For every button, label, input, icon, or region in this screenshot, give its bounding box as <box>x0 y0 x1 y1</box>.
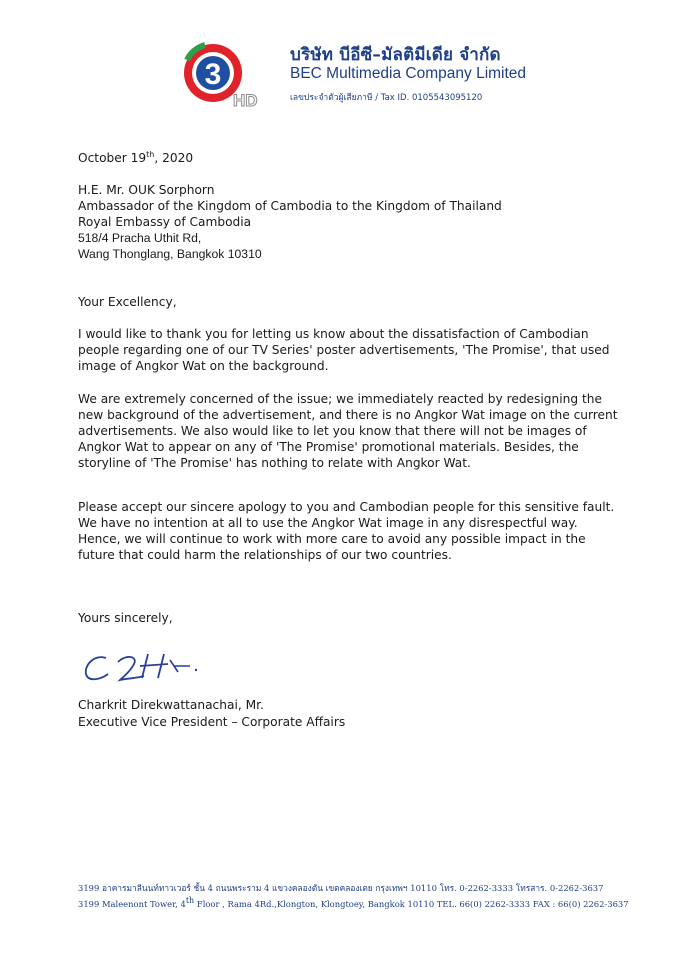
footer-address-english: 3199 Maleenont Tower, 4th Floor , Rama 4Rd.,Klongton, Klongtoey, Bangkok 10110 TEL. 66(0) 2262-3333 FAX : 66(0) 2262-3637 <box>78 896 629 909</box>
letter-paragraph: Please accept our sincere apology to you and Cambodian people for this sensitive fault. We have no intention at all to use the Angkor Wat image in any disrespectful way. Hence, we will continue to work with more care to avoid any possible impact in the future that could harm the relationships of our two countries. <box>78 500 615 562</box>
company-name-thai: บริษัท บีอีซี–มัลติมีเดีย จำกัด <box>290 45 501 65</box>
recipient-line: Ambassador of the Kingdom of Cambodia to the Kingdom of Thailand <box>78 199 502 213</box>
signatory-name: Charkrit Direkwattanachai, Mr. <box>78 698 264 712</box>
salutation: Your Excellency, <box>78 295 177 309</box>
logo-hd: HD <box>233 91 258 110</box>
recipient-line: H.E. Mr. OUK Sorphorn <box>78 183 215 197</box>
tax-id: เลขประจำตัวผู้เสียภาษี / Tax ID. 0105543095120 <box>290 93 483 103</box>
letter-paragraph: We are extremely concerned of the issue; we immediately reacted by redesigning the new background of the advertisement, and there is no Angkor Wat image on the current advertisements. We also would like to let you know that there will not be images of Angkor Wat to appear on any of 'The Promise' promotional materials. Besides, the storyline of 'The Promise' has nothing to relate with Angkor Wat. <box>78 392 618 470</box>
recipient-line: 518/4 Pracha Uthit Rd, <box>78 231 202 245</box>
recipient-line: Wang Thonglang, Bangkok 10310 <box>78 247 262 261</box>
letter-paragraph: I would like to thank you for letting us know about the dissatisfaction of Cambodian people regarding one of our TV Series' poster advertisements, 'The Promise', that used image of Angkor Wat on the background. <box>78 327 610 373</box>
channel-3-logo <box>183 40 267 112</box>
letter-date: October 19th, 2020 <box>78 149 194 165</box>
signatory-title: Executive Vice President – Corporate Affairs <box>78 715 346 729</box>
recipient-address <box>78 182 502 262</box>
footer-address-thai: 3199 อาคารมาลีนนท์ทาวเวอร์ ชั้น 4 ถนนพระราม 4 แขวงคลองตัน เขตคลองเตย กรุงเทพฯ 10110 โทร. 0-2262-3333 โทรสาร. 0-2262-3637 <box>78 883 604 893</box>
logo-number: 3 <box>204 58 222 91</box>
closing: Yours sincerely, <box>78 611 173 625</box>
company-name-english: BEC Multimedia Company Limited <box>290 65 527 82</box>
recipient-line: Royal Embassy of Cambodia <box>78 215 252 229</box>
handwritten-signature <box>78 648 238 688</box>
